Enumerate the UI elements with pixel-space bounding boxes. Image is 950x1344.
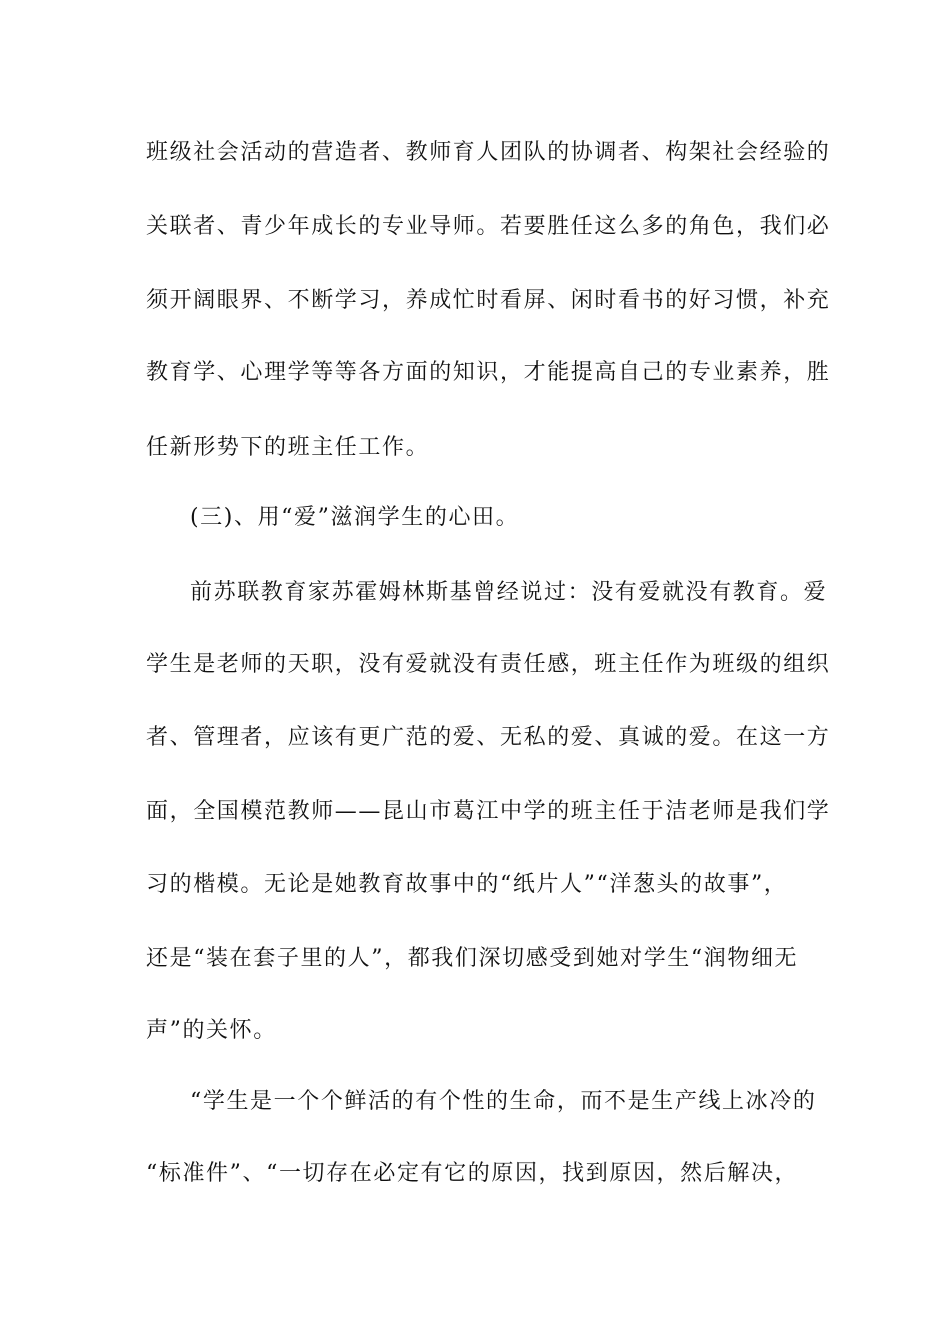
text-line: 教育学、心理学等等各方面的知识，才能提高自己的专业素养，胜 xyxy=(146,360,831,385)
text-line: 前苏联教育家苏霍姆林斯基曾经说过：没有爱就没有教育。爱 xyxy=(190,580,828,605)
text-line: “标准件”、“一切存在必定有它的原因，找到原因，然后解决， xyxy=(146,1161,799,1186)
section-heading: (三)、用“爱”滋润学生的心田。 xyxy=(190,505,520,530)
text-line: 任新形势下的班主任工作。 xyxy=(146,435,430,460)
text-line: 声”的关怀。 xyxy=(146,1018,277,1043)
text-line: 班级社会活动的营造者、教师育人团队的协调者、构架社会经验的 xyxy=(146,140,831,165)
text-line: 者、管理者，应该有更广范的爱、无私的爱、真诚的爱。在这一方 xyxy=(146,725,831,750)
text-line: 习的楷模。无论是她教育故事中的“纸片人”“洋葱头的故事”， xyxy=(146,872,788,897)
text-line: “学生是一个个鲜活的有个性的生命，而不是生产线上冰冷的 xyxy=(190,1089,817,1114)
text-line: 须开阔眼界、不断学习，养成忙时看屏、闲时看书的好习惯，补充 xyxy=(146,288,831,313)
text-line: 关联者、青少年成长的专业导师。若要胜任这么多的角色，我们必 xyxy=(146,214,831,239)
text-line: 还是“装在套子里的人”，都我们深切感受到她对学生“润物细无 xyxy=(146,946,799,971)
text-line: 面，全国模范教师——昆山市葛江中学的班主任于洁老师是我们学 xyxy=(146,799,831,824)
text-line: 学生是老师的天职，没有爱就没有责任感，班主任作为班级的组织 xyxy=(146,652,831,677)
